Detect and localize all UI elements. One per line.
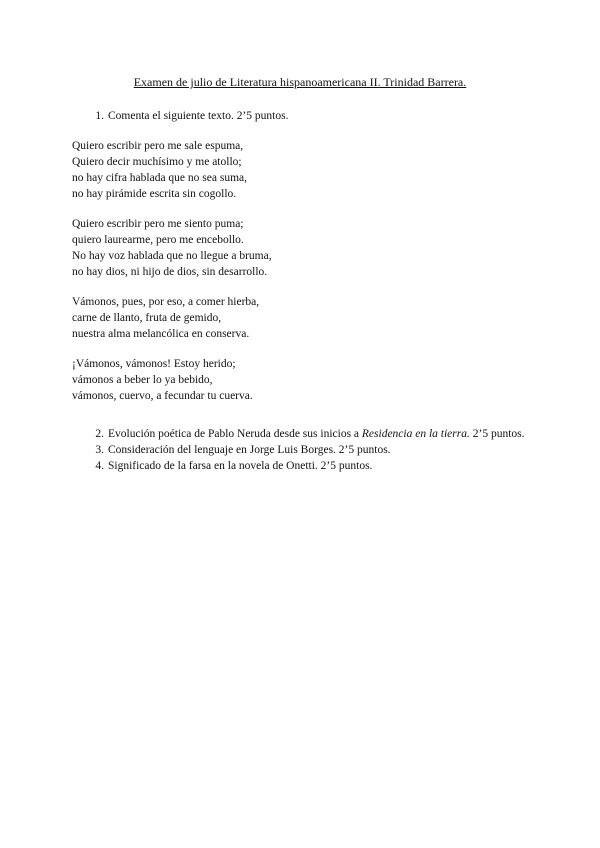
question-list <box>90 426 530 474</box>
poem-line: Quiero escribir pero me siento puma; <box>72 218 244 230</box>
poem-line: no hay cifra hablada que no sea suma, <box>72 172 247 184</box>
poem-line: nuestra alma melancólica en conserva. <box>72 328 250 340</box>
question-4-text: Significado de la farsa en la novela de Onetti. 2’5 puntos. <box>108 460 373 472</box>
poem-line: Quiero escribir pero me sale espuma, <box>72 140 244 152</box>
question-1-text: Comenta el siguiente texto. 2’5 puntos. <box>108 110 289 122</box>
poem-line: no hay pirámide escrita sin cogollo. <box>72 188 237 200</box>
question-4 <box>90 458 530 474</box>
question-1 <box>90 108 530 124</box>
question-1-number: 1. <box>95 110 104 122</box>
question-3 <box>90 442 530 458</box>
question-2-text-after: 2’5 puntos. <box>469 428 525 440</box>
poem-stanza-3 <box>72 294 432 342</box>
question-2 <box>90 426 530 442</box>
poem-stanza-2 <box>72 216 432 280</box>
question-3-text: Consideración del lenguaje en Jorge Luis Borges. 2’5 puntos. <box>108 444 391 456</box>
question-2-italic-title: Residencia en la tierra. <box>361 428 470 440</box>
exam-title: Examen de julio de Literatura hispanoamericana II. Trinidad Barrera. <box>133 75 467 89</box>
poem-line: Quiero decir muchísimo y me atollo; <box>72 156 242 168</box>
question-2-text-before: Evolución poética de Pablo Neruda desde sus inicios a <box>108 428 362 440</box>
poem-line: no hay dios, ni hijo de dios, sin desarrollo. <box>72 266 268 278</box>
poem-stanza-1 <box>72 138 432 202</box>
poem-stanza-4 <box>72 356 432 404</box>
question-3-number: 3. <box>95 444 104 456</box>
poem-line: ¡Vámonos, vámonos! Estoy herido; <box>72 358 236 370</box>
poem <box>72 138 432 418</box>
question-2-text <box>108 426 530 442</box>
poem-line: quiero laurearme, pero me encebollo. <box>72 234 244 246</box>
poem-line: vámonos, cuervo, a fecundar tu cuerva. <box>72 390 253 402</box>
poem-line: No hay voz hablada que no llegue a bruma, <box>72 250 272 262</box>
poem-line: carne de llanto, fruta de gemido, <box>72 312 222 324</box>
poem-line: vámonos a beber lo ya bebido, <box>72 374 213 386</box>
poem-line: Vámonos, pues, por eso, a comer hierba, <box>72 296 260 308</box>
question-2-number: 2. <box>95 428 104 440</box>
question-4-number: 4. <box>95 460 104 472</box>
